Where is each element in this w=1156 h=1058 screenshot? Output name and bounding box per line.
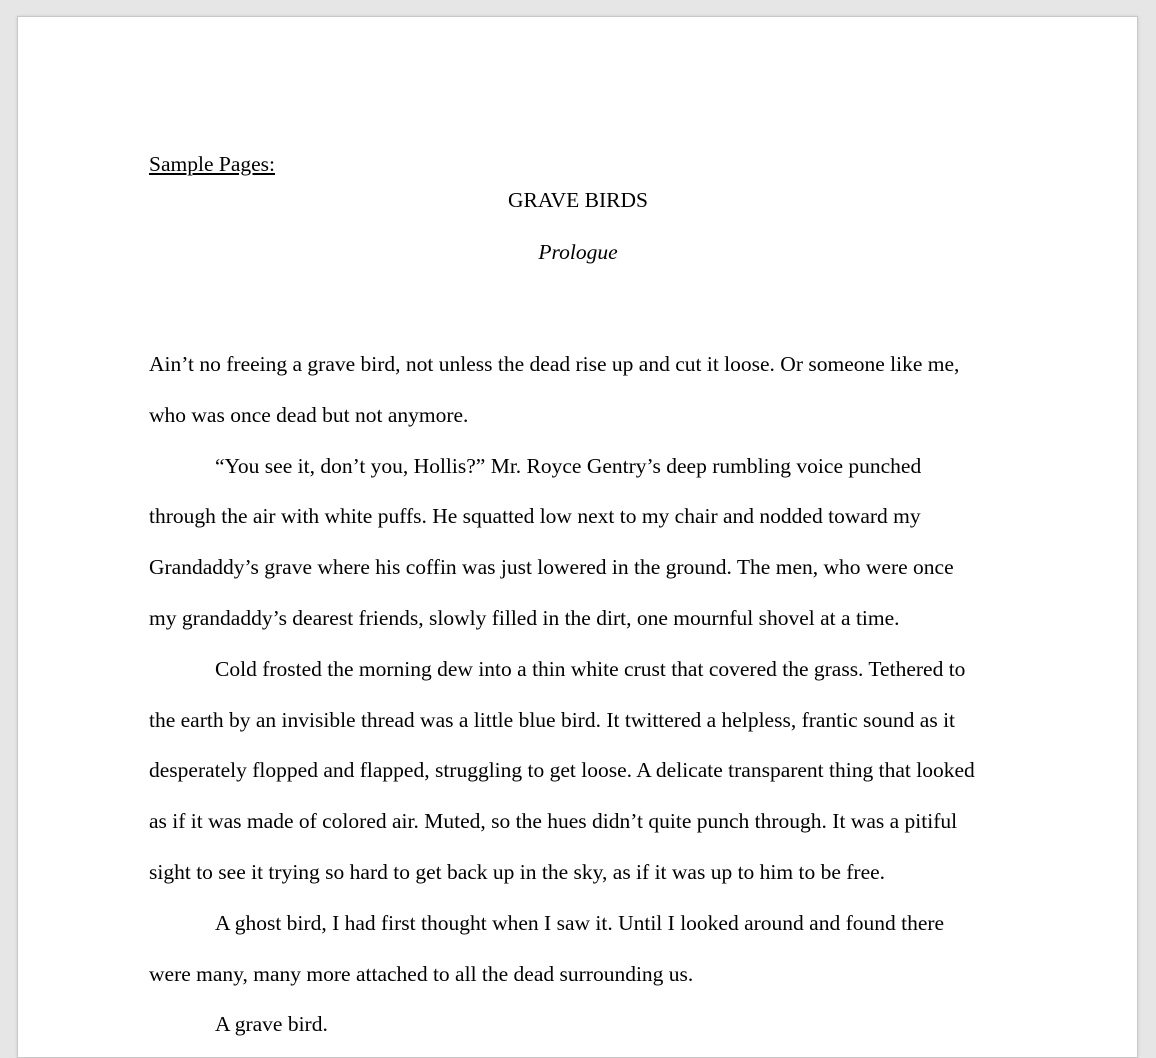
- document-page: [17, 16, 1138, 1058]
- paragraph-line: Cold frosted the morning dew into a thin white crust that covered the grass. Tethered to: [215, 656, 966, 681]
- paragraph-line: A grave bird.: [215, 1012, 328, 1037]
- section-label: Sample Pages:: [149, 152, 275, 176]
- paragraph-line: desperately flopped and flapped, struggling to get loose. A delicate transparent thing that looked: [149, 758, 975, 783]
- paragraph-line: were many, many more attached to all the dead surrounding us.: [149, 961, 694, 986]
- chapter-subtitle: Prologue: [538, 240, 618, 264]
- paragraph-line: “You see it, don’t you, Hollis?” Mr. Royce Gentry’s deep rumbling voice punched: [215, 453, 922, 478]
- paragraph-line: who was once dead but not anymore.: [149, 402, 469, 427]
- paragraph: [149, 999, 1009, 1050]
- paragraph-line: as if it was made of colored air. Muted, so the hues didn’t quite punch through. It was a pitiful: [149, 809, 958, 834]
- document-body: [149, 339, 1009, 1050]
- paragraph-line: through the air with white puffs. He squatted low next to my chair and nodded toward my: [149, 504, 921, 529]
- paragraph-line: my grandaddy’s dearest friends, slowly filled in the dirt, one mournful shovel at a time.: [149, 605, 900, 630]
- paragraph-line: sight to see it trying so hard to get back up in the sky, as if it was up to him to be free.: [149, 859, 886, 884]
- paragraph-line: Grandaddy’s grave where his coffin was just lowered in the ground. The men, who were once: [149, 555, 954, 580]
- paragraph-line: A ghost bird, I had first thought when I saw it. Until I looked around and found there: [215, 910, 945, 935]
- paragraph: [149, 441, 1009, 644]
- paragraph: [149, 339, 1009, 441]
- paragraph: [149, 898, 1009, 1000]
- document-title: GRAVE BIRDS: [508, 188, 648, 212]
- paragraph: [149, 644, 1009, 898]
- paragraph-line: the earth by an invisible thread was a little blue bird. It twittered a helpless, frantic sound as it: [149, 707, 956, 732]
- paragraph-line: Ain’t no freeing a grave bird, not unless the dead rise up and cut it loose. Or someone like me,: [149, 352, 960, 376]
